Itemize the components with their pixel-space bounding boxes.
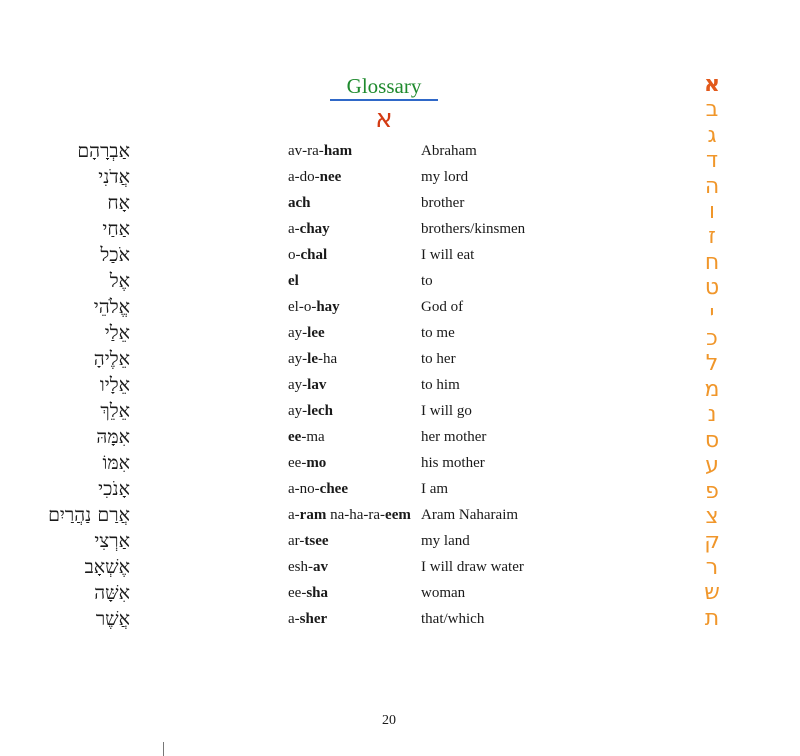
glossary-entry — [0, 138, 660, 164]
transliteration — [288, 398, 333, 424]
syllable: ee- — [288, 585, 307, 601]
syllable: el-o- — [288, 299, 317, 315]
transliteration — [288, 606, 327, 632]
stressed-syllable: av — [313, 559, 328, 575]
transliteration — [288, 476, 348, 502]
alphabet-letter[interactable]: ד — [705, 148, 718, 174]
english-meaning: to — [421, 273, 433, 289]
syllable: -ma — [301, 429, 325, 445]
syllable: ay- — [288, 351, 308, 367]
stressed-syllable: sher — [299, 611, 328, 627]
glossary-entry — [0, 268, 660, 294]
stressed-syllable: lech — [307, 403, 333, 419]
syllable: ay- — [288, 377, 308, 393]
glossary-entry — [0, 502, 660, 528]
glossary-title: Glossary — [346, 74, 422, 98]
english-meaning: I will go — [421, 403, 472, 419]
english-meaning: her mother — [421, 429, 487, 445]
alphabet-index — [676, 72, 748, 631]
syllable: ee- — [288, 455, 307, 471]
alphabet-letter[interactable]: ח — [704, 249, 720, 275]
transliteration — [288, 138, 352, 164]
alphabet-letter[interactable]: ר — [705, 554, 719, 580]
glossary-entry — [0, 476, 660, 502]
glossary-entry — [0, 294, 660, 320]
hebrew-word: אֶשְׁאָב — [84, 556, 130, 578]
transliteration — [288, 424, 325, 450]
english-meaning: to her — [421, 351, 456, 367]
alphabet-letter[interactable]: ז — [708, 224, 716, 250]
transliteration — [288, 320, 325, 346]
syllable: -ha — [317, 351, 338, 367]
alphabet-letter[interactable]: ק — [704, 529, 720, 555]
english-meaning: to me — [421, 325, 455, 341]
stressed-syllable: lee — [307, 325, 325, 341]
stressed-syllable: mo — [306, 455, 327, 471]
alphabet-letter[interactable]: י — [709, 300, 715, 326]
glossary-entry — [0, 528, 660, 554]
english-meaning: my land — [421, 533, 470, 549]
glossary-entry — [0, 320, 660, 346]
section-letter: א — [375, 104, 393, 134]
hebrew-word: אִשָּׁה — [94, 582, 130, 604]
stressed-syllable: nee — [319, 169, 342, 185]
alphabet-letter[interactable]: נ — [707, 402, 717, 428]
alphabet-letter[interactable]: ת — [704, 605, 720, 631]
stressed-syllable: sha — [306, 585, 328, 601]
glossary-entry — [0, 424, 660, 450]
stressed-syllable: ach — [288, 195, 311, 211]
syllable: o- — [288, 247, 301, 263]
alphabet-letter[interactable]: ב — [705, 97, 719, 123]
glossary-entry — [0, 190, 660, 216]
syllable: ay- — [288, 403, 308, 419]
glossary-entry — [0, 398, 660, 424]
glossary-entry — [0, 372, 660, 398]
english-meaning: I will eat — [421, 247, 475, 263]
hebrew-word: אֵלַי — [104, 322, 130, 344]
stressed-syllable: lav — [307, 377, 327, 393]
glossary-entry — [0, 554, 660, 580]
hebrew-word: אֹכַל — [100, 244, 130, 266]
alphabet-letter[interactable]: מ — [704, 376, 720, 402]
hebrew-word: אָנֹכִי — [98, 478, 130, 500]
glossary-entry — [0, 450, 660, 476]
alphabet-letter[interactable]: ס — [704, 427, 720, 453]
alphabet-letter[interactable]: ל — [705, 351, 719, 377]
alphabet-letter[interactable]: כ — [706, 326, 718, 352]
transliteration — [288, 346, 337, 372]
hebrew-word: אֶל — [109, 270, 130, 292]
syllable: a- — [288, 507, 300, 523]
syllable: a-do- — [288, 169, 320, 185]
alphabet-letter[interactable]: ו — [709, 199, 715, 225]
transliteration — [288, 372, 326, 398]
title-underline — [330, 99, 438, 101]
hebrew-word: אִמּוֹ — [102, 452, 130, 474]
english-meaning: I will draw water — [421, 559, 524, 575]
stressed-syllable: chal — [300, 247, 328, 263]
transliteration — [288, 580, 328, 606]
syllable: a-no- — [288, 481, 320, 497]
english-meaning: my lord — [421, 169, 469, 185]
alphabet-letter[interactable]: ט — [704, 275, 720, 301]
glossary-entry — [0, 580, 660, 606]
transliteration — [288, 528, 329, 554]
syllable: a- — [288, 221, 300, 237]
alphabet-letter[interactable]: ה — [704, 173, 720, 199]
stressed-syllable: tsee — [304, 533, 329, 549]
syllable: av-ra- — [288, 143, 324, 159]
english-meaning: brothers/kinsmen — [421, 221, 526, 237]
glossary-entry — [0, 606, 660, 632]
syllable: ar- — [288, 533, 305, 549]
transliteration — [288, 450, 326, 476]
stressed-syllable: ee — [288, 429, 302, 445]
hebrew-word: אֲרַם נַהֲרַיִם — [48, 504, 130, 526]
hebrew-word: אָח — [107, 192, 130, 214]
hebrew-word: אַרְצִי — [94, 530, 130, 552]
stressed-syllable: chee — [319, 481, 348, 497]
alphabet-letter[interactable]: ע — [705, 453, 719, 479]
hebrew-word: אִמָּהּ — [96, 426, 130, 448]
alphabet-letter[interactable]: צ — [705, 503, 719, 529]
stressed-syllable: eem — [385, 507, 411, 523]
stressed-syllable: chay — [299, 221, 330, 237]
english-meaning: Aram Naharaim — [421, 507, 519, 523]
alphabet-letter[interactable]: ג — [707, 122, 717, 148]
transliteration — [288, 164, 341, 190]
glossary-entry — [0, 164, 660, 190]
english-meaning: that/which — [421, 611, 485, 627]
transliteration — [288, 502, 411, 528]
transliteration — [288, 268, 299, 294]
syllable: na-ha-ra- — [326, 507, 386, 523]
hebrew-word: אֵלֵךְ — [100, 400, 130, 422]
transliteration — [288, 554, 328, 580]
stressed-syllable: le — [307, 351, 318, 367]
stressed-syllable: el — [288, 273, 299, 289]
syllable: a- — [288, 611, 300, 627]
hebrew-word: אֲשֶׁר — [95, 608, 130, 630]
transliteration — [288, 216, 330, 242]
alphabet-letter[interactable]: פ — [705, 478, 719, 504]
hebrew-word: אֲדֹנִי — [98, 166, 130, 188]
glossary-entry — [0, 216, 660, 242]
hebrew-word: אַחַי — [102, 218, 130, 240]
english-meaning: his mother — [421, 455, 485, 471]
hebrew-word: אֱלֹהֵי — [93, 296, 130, 318]
stressed-syllable: ram — [299, 507, 327, 523]
stressed-syllable: ham — [323, 143, 353, 159]
transliteration — [288, 294, 340, 320]
margin-tick — [163, 742, 164, 756]
page-number: 20 — [382, 713, 396, 728]
english-meaning: Abraham — [421, 143, 477, 159]
syllable: ay- — [288, 325, 308, 341]
english-meaning: God of — [421, 299, 464, 315]
english-meaning: to him — [421, 377, 460, 393]
transliteration — [288, 190, 311, 216]
hebrew-word: אֵלָיו — [99, 374, 130, 396]
transliteration — [288, 242, 327, 268]
glossary-entry — [0, 242, 660, 268]
english-meaning: I am — [421, 481, 449, 497]
stressed-syllable: hay — [316, 299, 340, 315]
hebrew-word: אַבְרָהָם — [77, 140, 130, 162]
glossary-entry — [0, 346, 660, 372]
glossary-list — [0, 138, 660, 632]
alphabet-letter[interactable]: ש — [704, 580, 720, 606]
english-meaning: brother — [421, 195, 465, 211]
english-meaning: woman — [421, 585, 466, 601]
hebrew-word: אֵלֶיהָ — [93, 348, 130, 370]
alphabet-letter[interactable]: א — [703, 72, 721, 97]
syllable: esh- — [288, 559, 313, 575]
